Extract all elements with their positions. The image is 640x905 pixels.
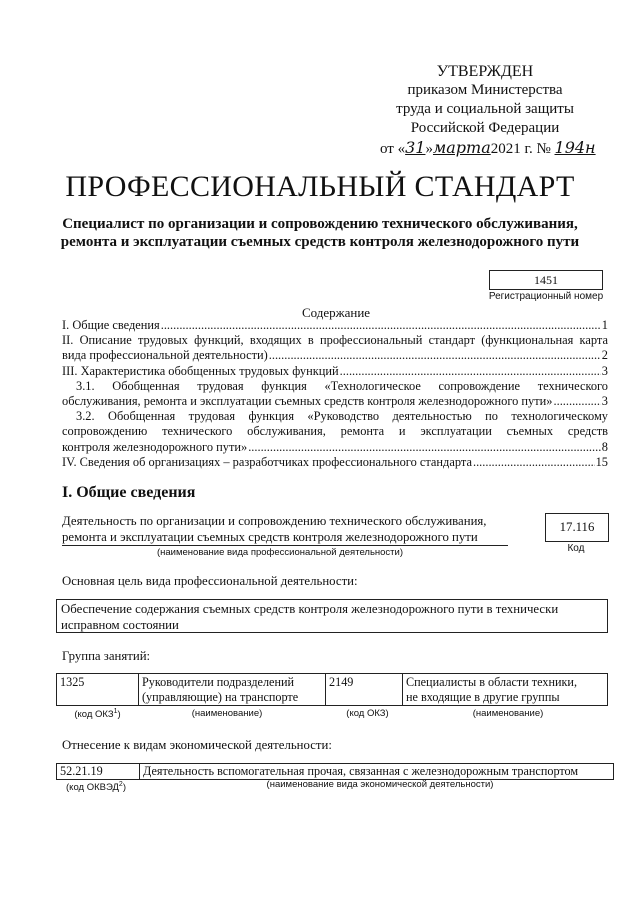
toc-item-label: IV. Сведения об организациях – разработчиках профессионального стандарта bbox=[62, 454, 472, 469]
goal-line-1: Обеспечение содержания съемных средств контроля железнодорожного пути в технически bbox=[61, 602, 559, 616]
okz-code-caption bbox=[60, 708, 135, 720]
toc-item-page: 8 bbox=[601, 439, 608, 454]
okz-name-caption: (наименование) bbox=[191, 708, 263, 719]
toc-item-label: контроля железнодорожного пути» bbox=[62, 439, 248, 454]
okz-name-line: (управляющие) на транспорте bbox=[142, 689, 299, 704]
toc-item-3-2-line-3[interactable] bbox=[62, 440, 608, 455]
footnote-mark: 2 bbox=[118, 781, 123, 788]
goal-label: Основная цель вида профессиональной деятельности: bbox=[62, 574, 358, 588]
approval-line-4: Российской Федерации bbox=[410, 120, 560, 136]
okz-code-caption: (код ОКЗ) bbox=[346, 708, 389, 719]
okved-code-cell: 52.21.19 bbox=[57, 764, 140, 780]
toc-item-page: 2 bbox=[601, 348, 608, 363]
toc-item-page: 3 bbox=[601, 394, 608, 409]
toc-item-3-2-line-2[interactable]: сопровождению технического обслуживания, ремонта и эксплуатации съемных средств bbox=[62, 424, 608, 439]
registration-number-label: Регистрационный номер bbox=[488, 291, 604, 302]
toc-item-label: вида профессиональной деятельности) bbox=[62, 348, 268, 363]
caption-text: (код ОКЗ bbox=[74, 709, 114, 721]
table-of-contents bbox=[62, 318, 608, 470]
okved-table bbox=[56, 763, 614, 780]
toc-item-ii-line-2[interactable] bbox=[62, 348, 608, 363]
standard-name bbox=[40, 215, 600, 251]
approval-date bbox=[380, 138, 596, 159]
document-title: ПРОФЕССИОНАЛЬНЫЙ СТАНДАРТ bbox=[65, 170, 575, 203]
toc-heading: Содержание bbox=[301, 305, 371, 320]
econ-label: Отнесение к видам экономической деятельности: bbox=[62, 738, 332, 752]
toc-item-i[interactable] bbox=[62, 318, 608, 333]
standard-name-line-2: ремонта и эксплуатации съемных средств контроля железнодорожного пути bbox=[60, 234, 580, 250]
approval-line-3: труда и социальной защиты bbox=[396, 101, 574, 117]
toc-item-label: обслуживания, ремонта и эксплуатации съемных средств контроля железнодорожного пути» bbox=[62, 394, 553, 409]
toc-item-iii[interactable] bbox=[62, 364, 608, 379]
okz-code-cell: 1325 bbox=[57, 674, 139, 706]
activity-code-caption: Код bbox=[567, 543, 585, 554]
toc-item-page: 15 bbox=[595, 454, 608, 469]
activity-name bbox=[62, 514, 508, 546]
table-row bbox=[57, 764, 614, 780]
okved-code-caption bbox=[56, 781, 136, 793]
table-row bbox=[57, 674, 608, 706]
okz-name-cell bbox=[139, 674, 326, 706]
toc-item-iv[interactable] bbox=[62, 455, 608, 470]
goal-box bbox=[56, 599, 608, 633]
toc-item-label: I. Общие сведения bbox=[62, 318, 160, 332]
activity-line-1: Деятельность по организации и сопровождению технического обслуживания, bbox=[62, 514, 487, 528]
okz-name-line: Специалисты в области техники, bbox=[406, 675, 577, 689]
standard-name-line-1: Специалист по организации и сопровождению технического обслуживания, bbox=[62, 216, 578, 232]
toc-item-ii-line-1[interactable]: II. Описание трудовых функций, входящих в профессиональный стандарт (функциональная карта bbox=[62, 333, 608, 348]
toc-item-3-1-line-2[interactable] bbox=[62, 394, 608, 409]
approval-block bbox=[380, 62, 596, 159]
caption-text: ) bbox=[117, 709, 121, 721]
activity-caption: (наименование вида профессиональной деятельности) bbox=[156, 547, 404, 558]
date-month: марта bbox=[432, 138, 491, 157]
okved-name-cell: Деятельность вспомогательная прочая, связанная с железнодорожным транспортом bbox=[140, 764, 614, 780]
toc-item-3-2-line-1[interactable]: 3.2. Обобщенная трудовая функция «Руководство деятельностью по технологическому bbox=[76, 409, 608, 424]
approval-title: УТВЕРЖДЕН bbox=[436, 63, 534, 80]
activity-line-2: ремонта и эксплуатации съемных средств контроля железнодорожного пути bbox=[62, 530, 508, 547]
okz-name-line: Руководители подразделений bbox=[142, 675, 295, 689]
date-prefix: от « bbox=[380, 141, 406, 157]
okved-name-caption: (наименование вида экономической деятельности) bbox=[266, 779, 494, 790]
group-label: Группа занятий: bbox=[62, 649, 151, 663]
footnote-mark: 1 bbox=[113, 708, 118, 715]
occupation-groups-table bbox=[56, 673, 608, 706]
toc-item-3-1-line-1[interactable]: 3.1. Обобщенная трудовая функция «Технологическое сопровождение технического bbox=[76, 378, 608, 393]
date-year: 2021 г. № bbox=[490, 141, 551, 157]
order-number: 194н bbox=[554, 138, 596, 157]
toc-item-label: III. Характеристика обобщенных трудовых функций bbox=[62, 363, 339, 378]
registration-number-box: 1451 bbox=[489, 270, 603, 290]
okz-code-cell: 2149 bbox=[326, 674, 403, 706]
caption-text: (код ОКВЭД bbox=[66, 782, 119, 794]
section-heading: I. Общие сведения bbox=[62, 484, 196, 501]
toc-item-page: 3 bbox=[601, 363, 608, 378]
date-day: 31 bbox=[405, 138, 426, 157]
caption-text: ) bbox=[122, 782, 126, 794]
goal-line-2: исправном состоянии bbox=[61, 617, 179, 632]
toc-item-page: 1 bbox=[601, 318, 608, 332]
okz-name-caption: (наименование) bbox=[472, 708, 544, 719]
date-mid: » bbox=[425, 141, 433, 157]
approval-line-2: приказом Министерства bbox=[407, 82, 563, 98]
okz-name-cell bbox=[403, 674, 608, 706]
activity-code-box: 17.116 bbox=[545, 513, 609, 542]
okz-name-line: не входящие в другие группы bbox=[406, 689, 560, 704]
